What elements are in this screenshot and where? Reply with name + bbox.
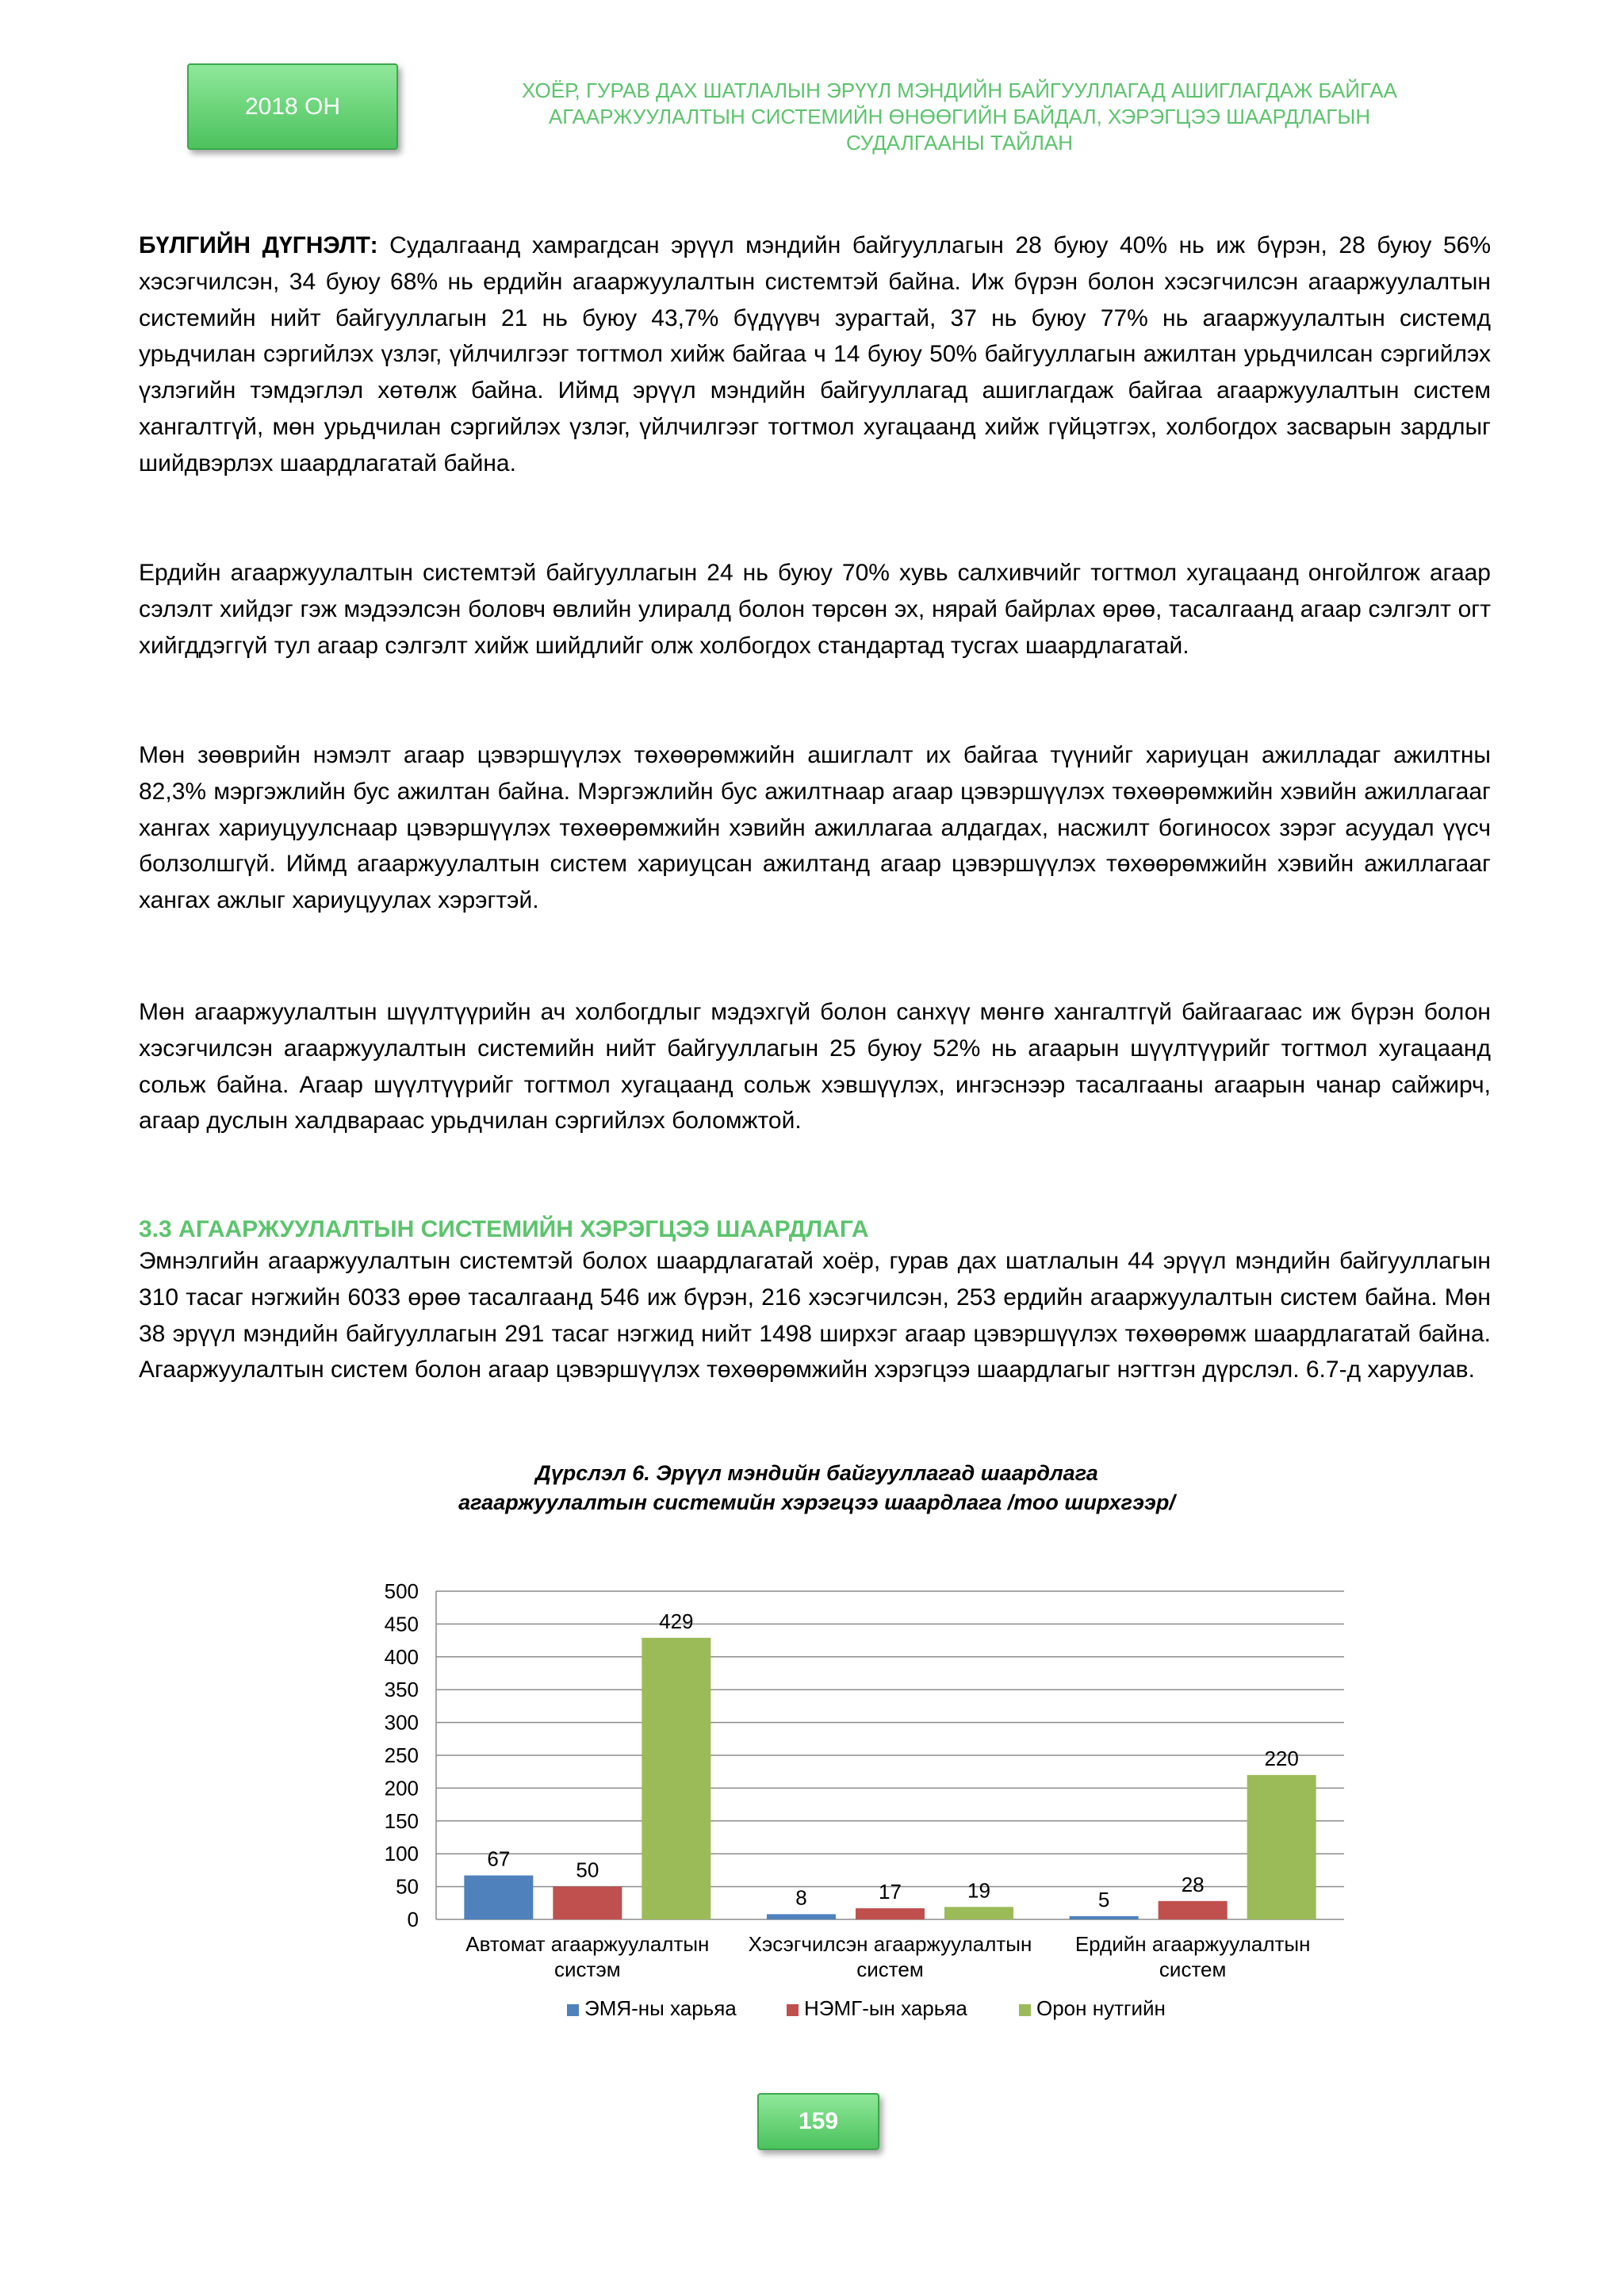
bar (1247, 1775, 1316, 1919)
x-tick-label: систэм (554, 1957, 621, 1981)
data-label: 19 (967, 1878, 990, 1903)
page-number: 159 (757, 2093, 879, 2150)
y-tick-label: 100 (384, 1842, 419, 1866)
data-label: 5 (1097, 1887, 1110, 1911)
report-title-line: ХОЁР, ГУРАВ ДАХ ШАТЛАЛЫН ЭРҮҮЛ МЭНДИЙН БАЙГУУЛЛАГАД АШИГЛАГДАЖ БАЙГАА (522, 78, 1397, 102)
y-tick-label: 500 (384, 1579, 419, 1603)
body-paragraph: Ердийн агааржуулалтын системтэй байгууллагын 24 нь буюу 70% хувь салхивчийг тогтмол хугацаанд онгойлгож агаар сэлэлт хийдэг гэж мэдээлсэн боловч өвлийн улиралд болон төрсөн эх, нярай байрлах өрөө, тасалгаанд агаар сэлгэлт огт хийгддэггүй тул агаар сэлгэлт хийж шийдлийг олж холбогдох стандартад тусгах шаардлагатай. (139, 560, 1491, 659)
y-tick-label: 400 (384, 1644, 419, 1669)
x-tick-label: Ердийн агааржуулалтын (1074, 1932, 1311, 1956)
figure-caption-line: агааржуулалтын системийн хэрэгцээ шаардлага /тоо ширхгээр/ (458, 1490, 1175, 1514)
bar (767, 1914, 836, 1919)
bar-chart (357, 1570, 1356, 2045)
data-label: 429 (659, 1609, 694, 1633)
y-tick-label: 50 (396, 1874, 419, 1899)
bar (553, 1887, 622, 1919)
legend-swatch (567, 2004, 579, 2016)
x-tick-label: Автомат агааржуулалтын (465, 1932, 710, 1956)
y-tick-label: 350 (384, 1678, 419, 1702)
bar (464, 1876, 533, 1919)
conclusion-paragraph (139, 228, 1491, 482)
data-label: 50 (576, 1858, 599, 1882)
data-label: 17 (879, 1879, 902, 1904)
bar (1070, 1916, 1139, 1919)
x-tick-label: систем (856, 1957, 924, 1981)
year-badge: 2018 ОН (187, 63, 398, 150)
figure-caption-line: Дүрслэл 6. Эрүүл мэндийн байгууллагад шаардлага (535, 1461, 1098, 1485)
y-tick-label: 200 (384, 1776, 419, 1800)
legend-label: Орон нутгийн (1036, 1996, 1166, 2020)
x-tick-label: Хэсэгчилсэн агааржуулалтын (748, 1932, 1032, 1956)
section-heading: 3.3 АГААРЖУУЛАЛТЫН СИСТЕМИЙН ХЭРЭГЦЭЭ ШААРДЛАГА (139, 1216, 869, 1242)
conclusion-text: Судалгаанд хамрагдсан эрүүл мэндийн байгууллагын 28 буюу 40% нь иж бүрэн, 28 буюу 56% хэсэгчилсэн, 34 буюу 68% нь ердийн агааржуулалтын системтэй байна. Иж бүрэн болон хэсэгчилсэн агааржуулалтын системийн нийт байгууллагын 21 нь буюу 43,7% бүдүүвч зурагтай, 37 нь буюу 77% нь агааржуулалтын системд урьдчилан сэргийлэх үзлэг, үйлчилгээг тогтмол хийж байгаа ч 14 буюу 50% байгууллагын ажилтан урьдчилсан сэргийлэх үзлэгийн тэмдэглэл хөтөлж байна. Иймд эрүүл мэндийн байгууллагад ашиглагдаж байгаа агааржуулалтын систем хангалтгүй, мөн урьдчилан сэргийлэх үзлэг, үйлчилгээг тогтмол хугацаанд хийж гүйцэтгэх, холбогдох засварын зардлыг шийдвэрлэх шаардлагатай байна. (139, 232, 1492, 476)
body-paragraph: Мөн зөөврийн нэмэлт агаар цэвэршүүлэх төхөөрөмжийн ашиглалт их байгаа түүнийг хариуцан ажилладаг ажилтны 82,3% мэргэжлийн бус ажилтан байна. Мэргэжлийн бус ажилтнаар агаар цэвэршүүлэх төхөөрөмжийн хэвийн ажиллагааг хангах хариуцуулснаар цэвэршүүлэх төхөөрөмжийн хэвийн ажиллагаа алдагдах, насжилт богиносох зэрэг асуудал үүсч болзолшгүй. Иймд агааржуулалтын систем хариуцсан ажилтанд агаар цэвэршүүлэх төхөөрөмжийн хэвийн ажиллагааг хангах ажлыг хариуцуулах хэрэгтэй. (139, 742, 1491, 914)
bar (856, 1908, 925, 1919)
bar (944, 1907, 1013, 1919)
bar (642, 1638, 710, 1919)
y-tick-label: 450 (384, 1612, 419, 1636)
y-tick-label: 0 (407, 1908, 419, 1931)
section-paragraph: Эмнэлгийн агааржуулалтын системтэй болох шаардлагатай хоёр, гурав дах шатлалын 44 эрүүл мэндийн байгууллагын 310 тасаг нэгжийн 6033 өрөө тасалгаанд 546 иж бүрэн, 216 хэсэгчилсэн, 253 ердийн агааржуулалтын систем байна. Мөн 38 эрүүл мэндийн байгууллагын 291 тасаг нэгжид нийт 1498 ширхэг агаар цэвэршүүлэх төхөөрөмж шаардлагатай байна. Агааржуулалтын систем болон агаар цэвэршүүлэх төхөөрөмжийн хэрэгцээ шаардлагыг нэгтгэн дүрслэл. 6.7-д харуулав. (139, 1248, 1491, 1383)
bar (1159, 1901, 1228, 1919)
legend-swatch (787, 2004, 799, 2016)
legend-swatch (1019, 2004, 1031, 2016)
data-label: 67 (487, 1846, 511, 1871)
legend-label: ЭМЯ-ны харьяа (584, 1996, 737, 2020)
report-title-line: СУДАЛГААНЫ ТАЙЛАН (845, 131, 1074, 155)
report-title-line: АГААРЖУУЛАЛТЫН СИСТЕМИЙН ӨНӨӨГИЙН БАЙДАЛ, ХЭРЭГЦЭЭ ШААРДЛАГЫН (548, 105, 1371, 128)
legend-label: НЭМГ-ын харьяа (804, 1996, 967, 2020)
data-label: 8 (795, 1885, 807, 1910)
x-tick-label: систем (1159, 1957, 1227, 1981)
body-paragraph: Мөн агааржуулалтын шүүлтүүрийн ач холбогдлыг мэдэхгүй болон санхүү мөнгө хангалтгүй байгаагаас иж бүрэн болон хэсэгчилсэн агааржуулалтын системийн нийт байгууллагын 25 буюу 52% нь агаарын шүүлтүүрийг тогтмол хугацаанд сольж байна. Агаар шүүлтүүрийг тогтмол хугацаанд сольж хэвшүүлэх, ингэснээр тасалгааны агаарын чанар сайжирч, агаар дуслын халдвараас урьдчилан сэргийлэх боломжтой. (139, 999, 1491, 1135)
y-tick-label: 150 (384, 1808, 419, 1833)
conclusion-label: БҮЛГИЙН ДҮГНЭЛТ: (139, 232, 378, 258)
y-tick-label: 300 (384, 1710, 419, 1735)
y-tick-label: 250 (384, 1743, 419, 1767)
figure-caption (182, 1459, 1451, 1517)
report-title (444, 78, 1475, 156)
data-label: 28 (1181, 1872, 1205, 1896)
data-label: 220 (1264, 1746, 1299, 1770)
